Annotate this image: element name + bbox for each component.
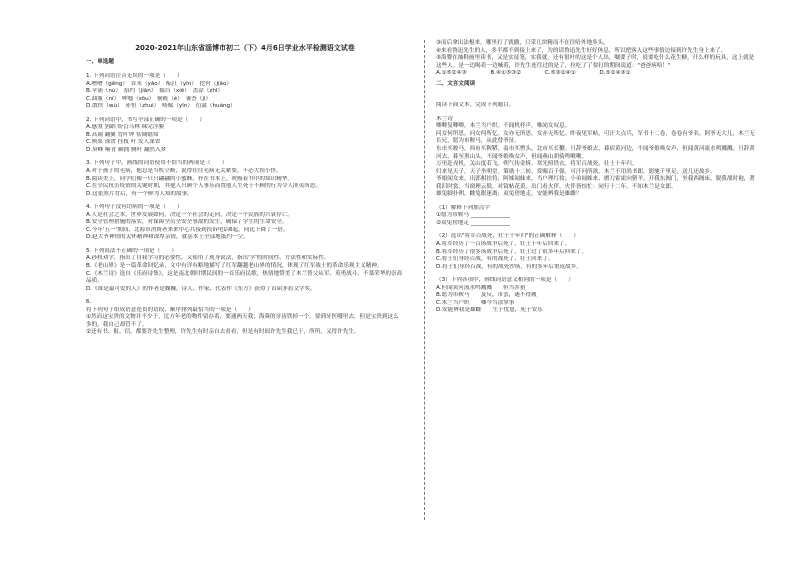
reading-passage [436, 102, 756, 199]
poem-paragraph: 唧唧复唧唧，木兰当户织。不闻机杼声，唯闻女叹息。 [436, 123, 571, 130]
question-4 [86, 204, 404, 242]
question-1 [86, 73, 404, 111]
option-b: B.将军经历了很多场战争后死了，壮士过了很多年后回来了。 [436, 248, 588, 255]
sentence-4: ④来看鲁迅先生的人，多半都不到接上来了，为的请鲁迅先生好好休息，所以把客人这些事情边接到许先生身上来了。 [436, 47, 727, 54]
option-a: A.人是社会之本，世界发展如何，决定一个社会的走向，决定一个民族的兴衰存亡。 [86, 211, 293, 218]
blank-item: ①愿为市鞍马 ______________ [436, 212, 510, 219]
option-b: B.苹涌（nù） 招约（jiān） 揣诌（xiē） 盖涂（zhǐ） [86, 88, 224, 95]
option-b: B.安全管理措施的落实，对保障全员全安全事故的发生，确保了学生的生命安全。 [86, 219, 288, 226]
option-c: C.⑤③②④① [544, 70, 576, 77]
question-stem: 2. 下列词语中，书写全部正确的一项是（ ） [86, 116, 205, 123]
question-3 [86, 160, 404, 198]
option-d: D.将士们身经百战，有的战死沙场，有的多年后重返故乡。 [436, 263, 582, 270]
question-stem: 4. 下列句子没有语病的一项是（ ） [86, 204, 183, 211]
blank-item: ②双兔傍地走 ______________ [436, 219, 510, 226]
section-heading-classical-reading: 二、文言文阅读 [436, 80, 476, 87]
poem-paragraph: 万里赴戎机，关山度若飞。朔气传金柝，寒光照铁衣。将军百战死，壮士十年归。 [436, 161, 638, 168]
option-a: A.孙权劝学，指出了自我学习的必要性，又使用了现身说法，指出'学'的时间性、方法性和实际性。 [86, 255, 330, 262]
option-c: C.今年'五一'期间，北海市消费者来来中心共接到投诉电话6起，同比下降了一倍。 [86, 226, 289, 233]
question-stem: （3）下列各项中，画线词语意义相同的一项是（ ） [436, 277, 574, 284]
option-b: B.阅读美上，同学们像一只只翩翩的小蜜蜂，扑在书本上，吮吸着书中的知识精华。 [86, 175, 293, 182]
poem-paragraph: 问女何所思，问女何所忆。女亦无所思，女亦无所忆。昨夜见军帖，可汗大点兵，军书十二卷，卷卷有爷名。阿爷无大儿，木兰无长兄，愿为市鞍马，从此替爷征。 [436, 130, 755, 145]
option-b: B.高调 翻翼 背叶钟 恬阔嬉知 [86, 131, 159, 138]
page-title: 2020-2021年山东省淄博市初二（下）4月6日学业水平检测语文试卷 [135, 44, 355, 52]
question-6-options [436, 70, 756, 78]
question-number: 6. [86, 299, 92, 306]
option-d: D.散佚（wù） 赤恒（zhuì） 畴赋（yǐn） 衍潢（huáng） [86, 103, 236, 110]
option-c: C.将士们身经百战，有的战死了，壮士回来了。 [436, 256, 554, 263]
column-divider [424, 40, 425, 520]
poem-paragraph: 爷娘闻女来，出郭相扶将；阿姊闻妹来，当户理红妆；小弟闻姊来，磨刀霍霍向猪羊。开我东阁门，坐我西阁床，脱我战时袍，著我旧时裳。当窗理云鬓，对镜帖花黄。出门看火伴，火伴皆惊忙：同行十二年，不知木兰是女郎。 [436, 176, 755, 190]
option-b: B.愿为市鞍马 及反，市罢，遂不得履 [436, 292, 537, 299]
option-a: A.①⑤②④③ [436, 70, 467, 77]
option-b: B.《老山界》是一篇革命回忆录，文中有详有略地描写了红军翻越老山界的情况，体现了红军战士的革命乐观主义精神。 [86, 263, 383, 270]
poem-paragraph: 东市买骏马，西市买鞍鞯，南市买辔头，北市买长鞭。旦辞爷娘去，暮宿黄河边，不闻爷娘唤女声，但闻黄河流水鸣溅溅。旦辞黄河去，暮至黑山头，不闻爷娘唤女声，但闻燕山胡骑鸣啾啾。 [436, 146, 755, 160]
option-a: A.感煞 猖蹈 纷沓乌林 秣完浮膜 [86, 124, 164, 131]
option-a: A.但闻黄河流水鸣溅溅 但当涉猎 [436, 284, 526, 291]
question-stem: （1）解释下列加点字 [436, 204, 490, 211]
option-d: D.屏峰 嗬青 御拥 侧叶 翻然入梦 [86, 146, 167, 153]
option-d: D.安能辨我是雄雌 生于忧患，死于安乐 [436, 307, 543, 314]
option-b: B.④①⑤③② [490, 70, 522, 77]
poem-title: 木兰诗 [436, 115, 453, 122]
question-stem: 将下列句子组成语意连贯的语段，顺序排列最恰当的一项是（ ） [86, 306, 254, 313]
question-9 [436, 277, 756, 315]
question-stem: （2）选出"将军百战死，壮士十年归"的正确解释（ ） [436, 233, 579, 240]
option-c: C.《木兰诗》选自《乐府诗集》，这是南北朝时期民间的一首乐府民歌，热情地赞美了木兰替父从军、英勇战斗、不慕荣华的崇高品质。 [86, 270, 403, 285]
sentence-3: ③而后拿出法棍来，哪里打了就撤，只采几块精而不在往哈外地多头。 [436, 40, 609, 46]
question-stem: 3. 下列句子中，画线的词语使用不恰当的两项是（ ） [86, 160, 228, 167]
question-8 [436, 233, 756, 271]
question-5 [86, 248, 404, 293]
reading-intro: 阅读下面文本，完成下列题目。 [436, 102, 515, 109]
option-d: D.《谁是最可爱的人》的作者是魏巍，诗人、作家，代表作《东方》获得了首届茅盾文学奖。 [86, 285, 316, 292]
sentence-5: ⑤海婴在抽鞋画里读书，又是实徒笔，实我就，还有很叶的这是个人出，嘱要子时，说要吃什么花生糖，什么样的玩具，这上就是这些人。是一边喝着一边喊着，许先生连往过的是了，拉吃了了要打的期间说道："爸爸病哈！" [436, 55, 755, 69]
option-a: A.将军经历了一百场战争后死了，壮士十年后回来了。 [436, 241, 571, 248]
question-6 [86, 299, 404, 337]
option-c: C.油瓶（ní） 呷嗤（sōu） 剔筱（è） 萋荟（jì） [86, 95, 212, 102]
left-column [86, 40, 404, 337]
right-column [436, 40, 756, 315]
section-heading-single-choice: 一、单选题 [86, 59, 114, 66]
option-c: C.颊果 深省 挂枝 叶 发人深省 [86, 139, 161, 146]
option-d: D.赵大爷神情的关怀精神和深厚亲情，就基本上全部地抵约一空。 [86, 234, 249, 241]
question-stem: 1. 下列词语注音无误的一项是（ ） [86, 72, 183, 79]
question-7 [436, 205, 756, 228]
option-d: D.这张照片背后，有一个鲜为人知的故事。 [86, 190, 193, 197]
sentence-2: ②还有书、报、信，都要许先生整理，许先生有时亲自去看看，但是有时间许先生我已于，所所，又得许先生。 [86, 329, 360, 336]
question-2 [86, 117, 404, 155]
poem-paragraph: 雄兔脚扑朔，雌兔眼迷离；双兔傍地走，安能辨我是雄雌？ [436, 191, 582, 198]
option-c: C.木兰当户织 卿今当涂掌事 [436, 299, 515, 306]
sentence-1: ①然而这宝贵的文物并不少于，比方年老的物件留存着，要通两天我；海葵的牙齿铁掉一个，要到牙医哪里去，但是宝贵到这么多的，我自己却管不了。 [86, 314, 399, 328]
question-stem: 5. 下列说法不正确的一项是（ ） [86, 247, 178, 254]
poem-paragraph: 归来见天子，天子坐明堂。策勋十二转，赏赐百千强。可汗问所欲，木兰不用尚书郎，愿驰千里足，送儿还故乡。 [436, 168, 716, 175]
option-d: D.⑤②④③① [599, 70, 631, 77]
option-c: C.在全民抗击疫情的关键时期，其他人只顾个人事乐而置他人生死于不顾的行为令人匪夷所思。 [86, 183, 322, 190]
option-a: A.嘈嘈（gěng） 首末（yǎo） 酝扛（yǐn） 挖衬（jiǎo） [86, 80, 233, 87]
option-a: A.对于孩子的毛病，他总是当机立断，说得往往毛病无关紧要，不必大惊小怪。 [86, 168, 282, 174]
